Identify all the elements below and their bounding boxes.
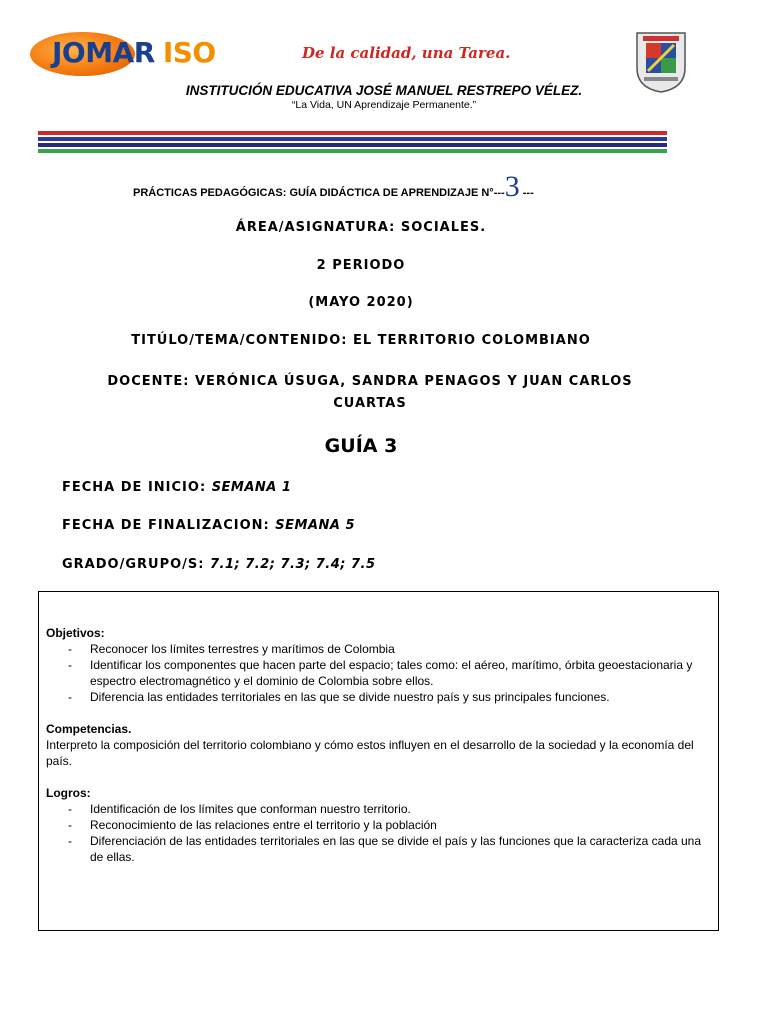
fecha-finalizacion [62,518,355,533]
jomar-iso-logo [30,30,530,80]
header-stripe-blue [38,137,667,141]
practicas-suffix: --- [519,187,534,199]
objectives-box [38,591,719,931]
docente: DOCENTE: VERÓNICA ÚSUGA, SANDRA PENAGOS Y JUAN CARLOS CUARTAS [107,374,633,411]
practicas-number: 3 [504,170,520,203]
fecha-inicio-label: FECHA DE INICIO: [62,480,212,495]
fecha-mes: (MAYO 2020) [308,295,414,310]
list-item: - Reconocer los límites terrestres y marítimos de Colombia [46,641,710,657]
fecha-fin-label: FECHA DE FINALIZACION: [62,518,276,533]
list-item: - Diferenciación de las entidades territoriales en las que se divide el país y las funciones que la caracteriza cada una de ellas. [46,833,710,865]
list-item: - Diferencia las entidades territoriales en las que se divide nuestro país y sus principales funciones. [46,689,710,705]
logo-brand-text [52,36,216,69]
objetivos-list [46,641,710,705]
competencias-title: Competencias. [46,722,132,736]
fecha-fin-value: SEMANA 5 [275,518,356,533]
fecha-inicio [62,480,291,495]
grado-value: 7.1; 7.2; 7.3; 7.4; 7.5 [209,557,376,572]
competencias-text: Interpreto la composición del territorio colombiano y cómo estos influyen en el desarrollo de la sociedad y la economía del país. [46,738,694,768]
header-stripe-navy [38,143,667,147]
practicas-prefix: PRÁCTICAS PEDAGÓGICAS: GUÍA DIDÁCTICA DE APRENDIZAJE N°--- [133,187,505,199]
periodo: 2 PERIODO [316,258,406,273]
header-stripe-red [38,131,667,135]
spacer [46,705,710,721]
header-stripe-green [38,149,667,153]
guia-title: GUÍA 3 [324,435,398,457]
practicas-line [133,170,534,204]
list-item: - Identificar los componentes que hacen parte del espacio; tales como: el aéreo, marítimo, órbita geoestacionaria y espectro electromagnético y el dominio de Colombia sobre ellos. [46,657,710,689]
fecha-inicio-value: SEMANA 1 [211,480,292,495]
logo-slogan: De la calidad, una Tarea. [302,44,511,62]
list-item: - Identificación de los límites que conforman nuestro territorio. [46,801,710,817]
spacer [46,769,710,785]
grado-grupo [62,557,376,572]
titulo-tema: TITÚLO/TEMA/CONTENIDO: EL TERRITORIO COLOMBIANO [131,333,591,348]
logros-title: Logros: [46,786,91,800]
institution-name: INSTITUCIÓN EDUCATIVA JOSÉ MANUEL RESTREPO VÉLEZ. [185,83,583,98]
objetivos-title: Objetivos: [46,626,105,640]
logo-brand-part2: ISO [162,36,216,69]
logo-brand-part1: JOMAR [52,36,155,69]
area-asignatura: ÁREA/ASIGNATURA: SOCIALES. [235,220,487,235]
logros-list [46,801,710,865]
list-item: - Reconocimiento de las relaciones entre el territorio y la población [46,817,710,833]
institution-motto: “La Vida, UN Aprendizaje Permanente.” [291,99,477,111]
grado-label: GRADO/GRUPO/S: [62,557,210,572]
